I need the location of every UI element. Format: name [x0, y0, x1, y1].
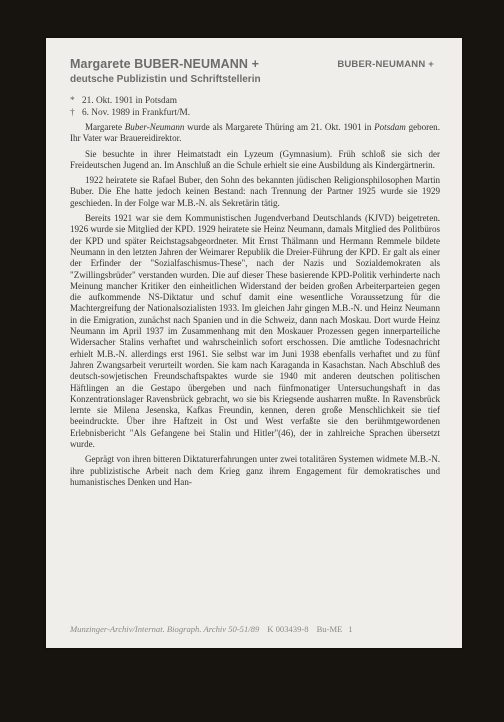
archive-id: K 003439-8	[267, 624, 309, 634]
paragraph-2: Sie besuchte in ihrer Heimatstadt ein Lyzeum (Gymnasium). Früh schloß sie sich der Freideutschen Jugend an. Im Anschluß an die Schule erhielt sie eine Ausbildung als Kindergärtnerin.	[70, 148, 440, 170]
birth-info: 21. Okt. 1901 in Potsdam	[82, 96, 178, 106]
paragraph-5: Geprägt von ihren bitteren Diktaturerfahrungen unter zwei totalitären Systemen widmete M.B.-N. ihre publizistische Arbeit nach dem Krieg ganz ihrem Engagement für demokratisches und humanistisches Denken und Han-	[70, 454, 440, 487]
paragraph-3: 1922 heiratete sie Rafael Buber, den Sohn des bekannten jüdischen Religionsphilosophen Martin Buber. Die Ehe hatte jedoch keinen Bestand: nach Trennung der Partner 1925 wurde sie 1929 geschieden. In der Folge war M.B.-N. als Sekretärin tätig.	[70, 175, 440, 208]
archive-card	[46, 38, 462, 648]
paragraph-1	[70, 122, 440, 145]
paragraph-4: Bereits 1921 war sie dem Kommunistischen Jugendverband Deutschlands (KJVD) beigetreten. 1926 wurde sie Mitglied der KPD. 1929 heiratete sie Heinz Neumann, damals Mitglied des Politbüros der KPD und später Reichstagsabgeordneter. Mit Ernst Thälmann und Hermann Remmele bildete Neumann in den letzten Jahren der Weimarer Republik die Dreier-Führung der KPD. Er galt als einer der Erfinder der "Sozialfaschismus-These", nach der Nazis und Sozialdemokraten als "Zwillingsbrüder" verstanden wurden. Die auf dieser These basierende KPD-Politik verhinderte nach Meinung mancher Kritiker den einheitlichen Widerstand der beiden großen Arbeiterparteien gegen die aufkommende NS-Diktatur und schuf damit eine wesentliche Voraussetzung für die Machtergreifung der Nationalsozialisten 1933. Im gleichen Jahr gingen M.B.-N. und Heinz Neumann in die Emigration, zunächst nach Spanien und in die Schweiz, dann nach Moskau. Dort wurde Heinz Neumann im April 1937 im Zusammenhang mit den Moskauer Prozessen gegen innerparteiliche Widersacher Stalins verhaftet und wahrscheinlich sofort erschossen. Die amtliche Todesnachricht erhielt M.B.-N. allerdings erst 1961. Sie selbst war im Juni 1938 ebenfalls verhaftet und zu fünf Jahren Zwangsarbeit verurteilt worden. Sie kam nach Karaganda in Kasachstan. Nach Abschluß des deutsch-sowjetischen Freundschaftspaktes wurde sie 1940 mit anderen deutschen politischen Häftlingen an die Gestapo übergeben und nach fünfmonatiger Untersuchungshaft in das Konzentrationslager Ravensbrück gebracht, wo sie bis Kriegsende ausharren mußte. In Ravensbrück lernte sie Milena Jesenska, Kafkas Freundin, kennen, deren große Menschlichkeit sie tief beeindruckte. Über ihre Haftzeit in Ost und West verfaßte sie den berühmtgewordenen Erlebnisbericht "Als Gefangene bei Stalin und Hitler"(46), der in zahlreiche Sprachen übersetzt wurde.	[70, 213, 440, 450]
p1-lead: Margarete	[85, 122, 125, 132]
archive-footer	[70, 624, 442, 634]
page-number: 1	[348, 624, 353, 634]
birth-symbol: *	[70, 96, 75, 106]
birth-line	[70, 96, 177, 106]
archive-source: Munzinger-Archiv/Internat. Biograph. Archiv 50-51/89	[70, 624, 260, 634]
p1-place: Potsdam	[374, 122, 406, 132]
death-line	[70, 108, 190, 118]
person-name-heading: Margarete BUBER-NEUMANN +	[70, 57, 259, 71]
biography-text	[70, 122, 440, 492]
p1-mid: wurde als Margarete Thüring am 21. Okt. 1901 in	[184, 122, 375, 132]
archive-code: Bu-ME	[316, 624, 343, 634]
death-symbol: †	[70, 108, 75, 118]
p1-name: Buber-Neumann	[124, 122, 185, 132]
p1-rest: geboren. Ihr Vater war Brauereidirektor.	[70, 122, 440, 144]
person-description: deutsche Publizistin und Schriftstellerin	[70, 74, 261, 85]
death-info: 6. Nov. 1989 in Frankfurt/M.	[82, 108, 191, 118]
running-head: BUBER-NEUMANN +	[337, 59, 434, 70]
